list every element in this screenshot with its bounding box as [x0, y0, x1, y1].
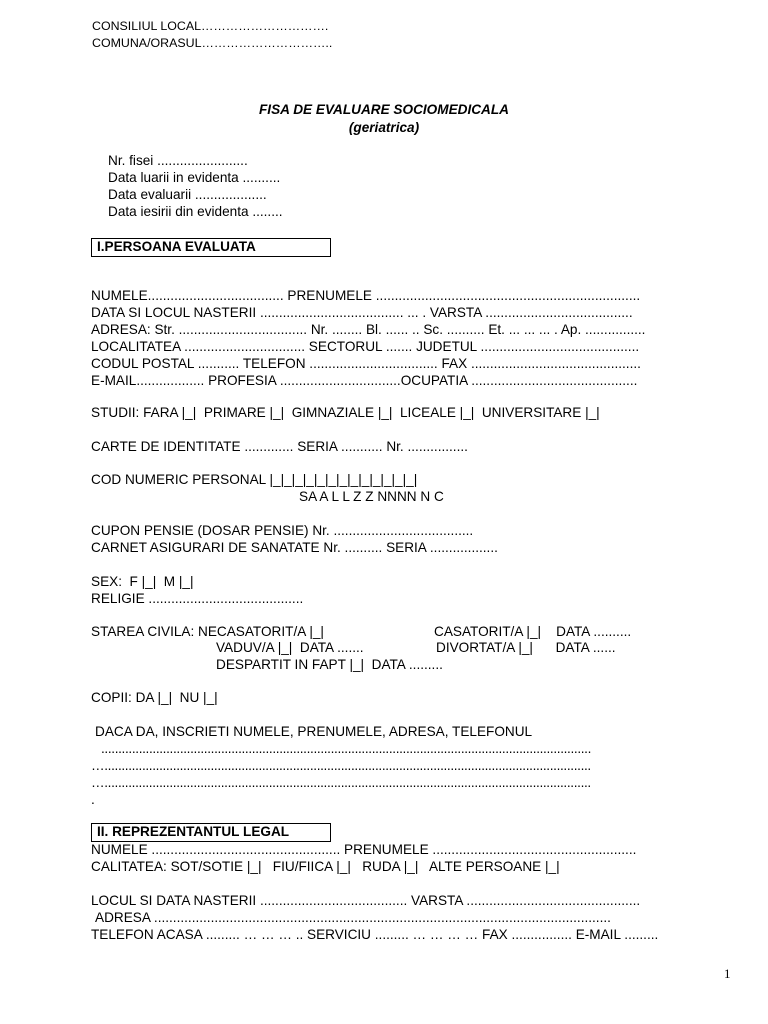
field-children-details: DACA DA, INSCRIETI NUMELE, PRENUMELE, ADRESA, TELEFONUL [95, 724, 533, 739]
field-sex: SEX: F |_| M |_| [91, 574, 194, 589]
field-name: NUMELE.................................... PRENUMELE ...................................................................... [91, 288, 641, 303]
field-rep-address: ADRESA ......................................................................................................................... [95, 910, 611, 925]
section-heading-legal-representative: II. REPREZENTANTUL LEGAL [91, 823, 331, 842]
field-married: CASATORIT/A |_| DATA .......... [434, 624, 632, 639]
field-email-profession: E-MAIL.................. PROFESIA ................................OCUPATIA ............................................ [91, 373, 638, 388]
field-rep-phone: TELEFON ACASA ......... … … … .. SERVICIU ......... … … … … FAX ................ E-MAIL ......... [91, 927, 659, 942]
field-personal-code-legend: SA A L L Z Z NNNN N C [299, 489, 444, 504]
field-widowed: VADUV/A |_| DATA ....... [216, 640, 364, 655]
header-council: CONSILIUL LOCAL…………………………. [92, 19, 329, 33]
field-address: ADRESA: Str. .................................. Nr. ........ Bl. ...... .. Sc. .......... Et. ... ... ... . Ap. ................ [91, 322, 646, 337]
field-rep-quality: CALITATEA: SOT/SOTIE |_| FIU/FIICA |_| RUDA |_| ALTE PERSOANE |_| [91, 859, 560, 874]
record-number: Nr. fisei ........................ [108, 153, 248, 168]
document-subtitle: (geriatrica) [348, 120, 420, 135]
field-civil-status: STAREA CIVILA: NECASATORIT/A |_| [91, 624, 324, 639]
field-divorced: DIVORTAT/A |_| DATA ...... [436, 640, 616, 655]
field-separated: DESPARTIT IN FAPT |_| DATA ......... [216, 657, 443, 672]
dotted-line: ….............................................................................................................................................. [91, 758, 591, 773]
field-rep-name: NUMELE .................................................. PRENUMELE ...................................................... [91, 842, 637, 857]
field-studies: STUDII: FARA |_| PRIMARE |_| GIMNAZIALE |_| LICEALE |_| UNIVERSITARE |_| [91, 405, 600, 420]
field-religion: RELIGIE ......................................... [91, 591, 304, 606]
field-personal-code: COD NUMERIC PERSONAL |_|_|_|_|_|_|_|_|_|_|_|_|_| [91, 472, 418, 487]
field-rep-birth: LOCUL SI DATA NASTERII ....................................... VARSTA .............................................. [91, 893, 641, 908]
record-date-evaluated: Data evaluarii ................... [108, 187, 267, 202]
page-number: 1 [724, 966, 731, 981]
field-identity-card: CARTE DE IDENTITATE ............. SERIA ........... Nr. ................ [91, 439, 468, 454]
dotted-line-end: . [91, 792, 95, 807]
field-children: COPII: DA |_| NU |_| [91, 690, 218, 705]
section-heading-evaluated-person: I.PERSOANA EVALUATA [91, 238, 331, 257]
header-commune: COMUNA/ORASUL………………………….. [92, 36, 333, 50]
dotted-line: ….............................................................................................................................................. [91, 775, 591, 790]
record-date-discharged: Data iesirii din evidenta ........ [108, 204, 283, 219]
field-locality: LOCALITATEA ................................ SECTORUL ....... JUDETUL .......................................... [91, 339, 640, 354]
document-title: FISA DE EVALUARE SOCIOMEDICALA [259, 102, 509, 117]
field-pension: CUPON PENSIE (DOSAR PENSIE) Nr. ..................................... [91, 523, 474, 538]
field-postal-phone: CODUL POSTAL ........... TELEFON .................................. FAX ............................................. [91, 356, 641, 371]
record-date-registered: Data luarii in evidenta .......... [108, 170, 281, 185]
field-birth: DATA SI LOCUL NASTERII ...................................... ... . VARSTA ....................................... [91, 305, 633, 320]
dotted-line: ............................................................................................................................................... [101, 741, 592, 756]
field-health-insurance: CARNET ASIGURARI DE SANATATE Nr. .......... SERIA .................. [91, 540, 498, 555]
